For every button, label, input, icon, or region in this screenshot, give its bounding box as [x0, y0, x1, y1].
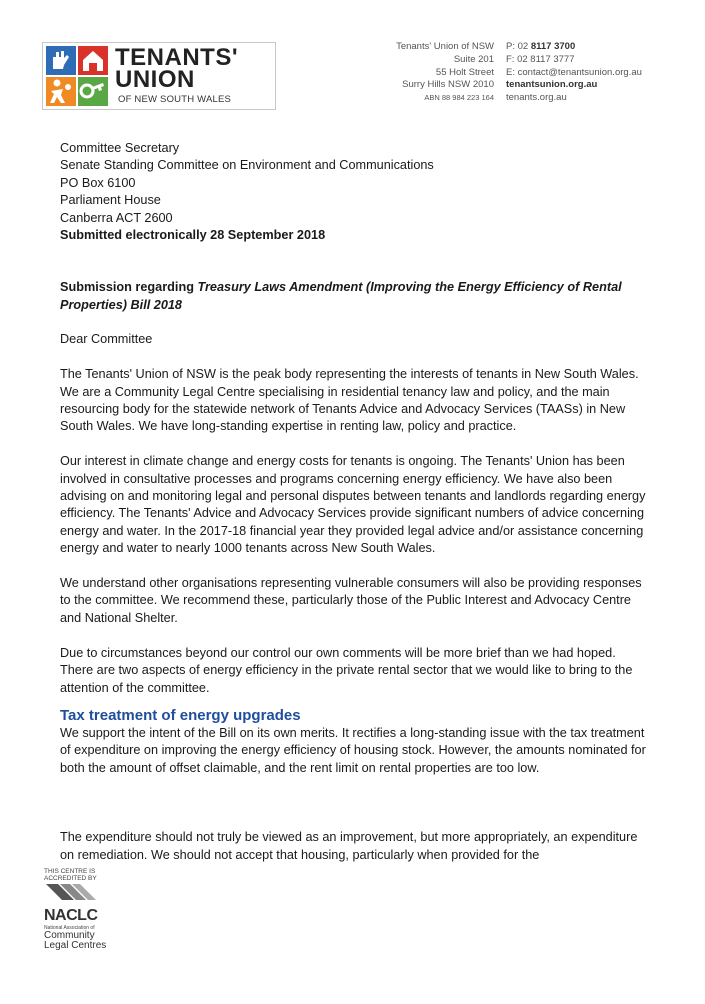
logo-title [115, 44, 239, 93]
email-line[interactable]: E: contact@tenantsunion.org.au [506, 66, 642, 78]
abn: ABN 88 984 223 164 [424, 93, 494, 103]
address-line: Surry Hills NSW 2010 [402, 79, 494, 91]
address-line: 55 Holt Street [435, 66, 494, 78]
body-paragraph: Our interest in climate change and energy costs for tenants is ongoing. The Tenants' Union has been involved in consultative processes and programs concerning energy efficiency. We have also been advising on and monitoring legal and personal disputes between tenants and landlords regarding energy efficiency. The Tenants' Advice and Advocacy Services provide significant numbers of advice concerning energy and water. In the 2017-18 financial year they provided legal advice and/or assistance concerning energy and water to nearly 1000 tenants across New South Wales. [60, 454, 646, 556]
subject-line: Submission regarding Treasury Laws Amendment (Improving the Energy Efficiency of Rental Properties) Bill 2018 [60, 280, 622, 312]
letter-body [60, 140, 650, 864]
salutation: Dear Committee [60, 332, 153, 347]
website-primary[interactable]: tenantsunion.org.au [506, 79, 598, 91]
section-heading: Tax treatment of energy upgrades [60, 706, 301, 724]
recipient-line: Parliament House [60, 193, 161, 208]
logo-title-line1: TENANTS' [115, 44, 239, 71]
recipient-line: Committee Secretary [60, 141, 180, 155]
recipient-line: PO Box 6100 [60, 175, 136, 190]
logo-subtitle: OF NEW SOUTH WALES [118, 94, 232, 105]
address-line: Suite 201 [453, 53, 494, 65]
naclc-acronym: NACLC [44, 907, 98, 924]
logo-title-line2: UNION [115, 66, 195, 93]
tenants-union-logo [42, 42, 276, 110]
bill-title: Treasury Laws Amendment (Improving the Energy Efficiency of Rental Properties) Bill 2018 [60, 280, 622, 312]
phone-number: 8117 3700 [530, 41, 576, 52]
recipient-line: Canberra ACT 2600 [60, 210, 173, 225]
body-paragraph: Due to circumstances beyond our control our own comments will be more brief than we had hoped. There are two aspects of energy efficiency in the private rental sector that we would like to bring to the attention of the committee. [60, 645, 633, 695]
address-line: Tenants' Union of NSW [396, 41, 494, 52]
body-paragraph: We understand other organisations representing vulnerable consumers will also be providing responses to the committee. We recommend these, particularly those of the Public Interest and Advocacy Centre and National Shelter. [60, 576, 642, 625]
website-secondary[interactable]: tenants.org.au [506, 92, 567, 104]
logo-tiles-icon [45, 45, 109, 107]
fax-line: F: 02 8117 3777 [506, 53, 575, 65]
naclc-stripes-icon [44, 882, 106, 902]
body-paragraph: The Tenants' Union of NSW is the peak body representing the interests of tenants in New South Wales. We are a Community Legal Centre specialising in residential tenancy law and policy, and the main resourcing body for the statewide network of Tenants Advice and Advocacy Services (TAASs) in New South Wales. We have long-standing expertise in renting law, policy and practice. [60, 367, 639, 434]
recipient-line: Senate Standing Committee on Environment and Communications [60, 158, 434, 173]
body-paragraph: The expenditure should not truly be viewed as an improvement, but more appropriately, an expenditure on remediation. We should not accept that housing, particularly when provided for the [60, 830, 638, 862]
submitted-date: Submitted electronically 28 September 2018 [60, 228, 326, 243]
body-paragraph: We support the intent of the Bill on its own merits. It rectifies a long-standing issue with the tax treatment of expenditure on improving the energy efficiency of housing stock. However, the amounts nominated for both the amount of offset claimable, and the rent limit on rental properties are too low. [60, 725, 646, 775]
contact-block [506, 41, 642, 105]
naclc-accreditation-badge: THIS CENTRE IS ACCREDITED BY NACLC National Association of Community Legal Centres [44, 868, 107, 951]
phone-line: P: 02 8117 3700 [506, 41, 576, 52]
address-block [396, 41, 494, 105]
